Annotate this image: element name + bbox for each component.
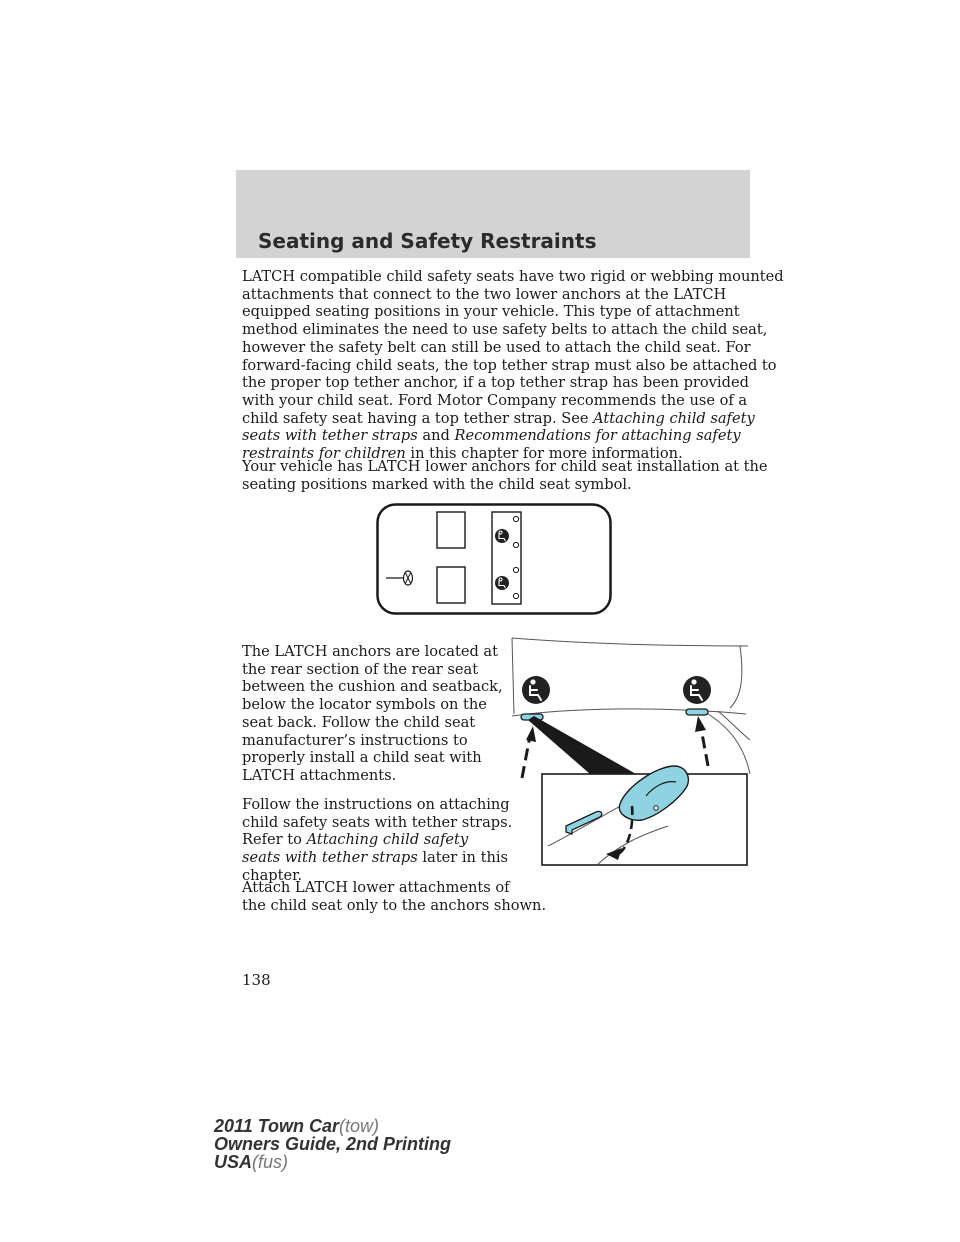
text-line: properly install a child seat with bbox=[242, 749, 482, 767]
attach-note-paragraph bbox=[242, 879, 546, 914]
footer-guide: Owners Guide, 2nd Printing bbox=[214, 1134, 452, 1154]
body-text: child safety seat having a top tether strap. See bbox=[242, 409, 594, 427]
footer-line bbox=[214, 1135, 451, 1153]
text-line: manufacturer’s instructions to bbox=[242, 731, 468, 749]
seatback-outline bbox=[512, 638, 748, 646]
footer-market-code: (fus) bbox=[252, 1152, 289, 1172]
text-line bbox=[242, 849, 512, 867]
text-line: method eliminates the need to use safety belts to attach the child seat, bbox=[242, 321, 768, 339]
text-line: attachments that connect to the two lower anchors at the LATCH bbox=[242, 285, 727, 303]
text-line: below the locator symbols on the bbox=[242, 696, 487, 714]
cross-reference: restraints for children bbox=[242, 445, 406, 463]
text-line: chapter. bbox=[242, 866, 303, 884]
anchor-marker bbox=[513, 516, 518, 521]
text-line: the rear section of the rear seat bbox=[242, 660, 479, 678]
text-line: The LATCH anchors are located at bbox=[242, 643, 498, 660]
footer-line bbox=[214, 1153, 451, 1171]
child-seat-icon bbox=[495, 529, 509, 543]
footer-model: 2011 Town Car bbox=[214, 1116, 340, 1136]
anchor-marker bbox=[513, 593, 518, 598]
rear-bench-seat bbox=[492, 512, 521, 604]
footer-line bbox=[214, 1117, 451, 1135]
anchor-marker bbox=[513, 567, 518, 572]
footer-market: USA bbox=[214, 1152, 253, 1172]
text-line: LATCH compatible child safety seats have two rigid or webbing mounted bbox=[242, 268, 784, 285]
text-line: the proper top tether anchor, if a top tether strap has been provided bbox=[242, 374, 749, 392]
body-text: later in this bbox=[417, 849, 509, 867]
front-seat-left bbox=[437, 567, 465, 603]
document-footer bbox=[214, 1117, 451, 1171]
text-line: however the safety belt can still be used to attach the child seat. For bbox=[242, 338, 751, 356]
body-text: in this chapter for more information. bbox=[405, 445, 683, 463]
text-line: Your vehicle has LATCH lower anchors for child seat installation at the bbox=[242, 458, 768, 475]
body-text: Refer to bbox=[242, 831, 307, 849]
front-seat-right bbox=[437, 512, 465, 548]
tether-instructions-paragraph bbox=[242, 796, 512, 885]
latch-positions-paragraph bbox=[242, 458, 768, 493]
cushion-outline bbox=[512, 709, 746, 716]
text-line: equipped seating positions in your vehicle. This type of attachment bbox=[242, 303, 740, 321]
latch-anchor-illustration bbox=[508, 636, 752, 868]
cross-reference: Attaching child safety bbox=[593, 409, 755, 427]
text-line: between the cushion and seatback, bbox=[242, 678, 503, 696]
body-text: and bbox=[417, 427, 455, 445]
anchor-marker bbox=[513, 542, 518, 547]
child-seat-icon bbox=[495, 576, 509, 590]
callout-wedge bbox=[528, 716, 636, 774]
text-line bbox=[242, 831, 512, 849]
arrow-icon bbox=[522, 726, 536, 778]
anchor-location-paragraph bbox=[242, 643, 503, 785]
text-line: seat back. Follow the child seat bbox=[242, 713, 476, 731]
page-number: 138 bbox=[242, 971, 271, 989]
text-line: LATCH attachments. bbox=[242, 766, 397, 784]
cross-reference: seats with tether straps bbox=[242, 849, 418, 867]
cross-reference: Recommendations for attaching safety bbox=[454, 427, 741, 445]
cross-reference: seats with tether straps bbox=[242, 427, 418, 445]
cross-reference: Attaching child safety bbox=[306, 831, 469, 849]
section-title: Seating and Safety Restraints bbox=[258, 229, 597, 253]
text-line: seating positions marked with the child seat symbol. bbox=[242, 475, 632, 493]
child-seat-icon bbox=[683, 676, 711, 704]
child-seat-icon bbox=[522, 676, 550, 704]
text-line: the child seat only to the anchors shown. bbox=[242, 896, 547, 914]
text-line bbox=[242, 427, 784, 445]
arrow-icon bbox=[695, 716, 708, 766]
text-line: Follow the instructions on attaching bbox=[242, 796, 510, 813]
anchor-bar-right bbox=[686, 709, 708, 715]
text-line: child safety seats with tether straps. bbox=[242, 813, 513, 831]
text-line: Attach LATCH lower attachments of bbox=[242, 879, 510, 896]
text-line: with your child seat. Ford Motor Company recommends the use of a bbox=[242, 391, 748, 409]
footer-model-code: (tow) bbox=[339, 1116, 380, 1136]
seat-diagram bbox=[376, 503, 612, 615]
text-line: forward-facing child seats, the top tether strap must also be attached to bbox=[242, 356, 777, 374]
text-line bbox=[242, 410, 784, 428]
intro-paragraph bbox=[242, 268, 784, 463]
